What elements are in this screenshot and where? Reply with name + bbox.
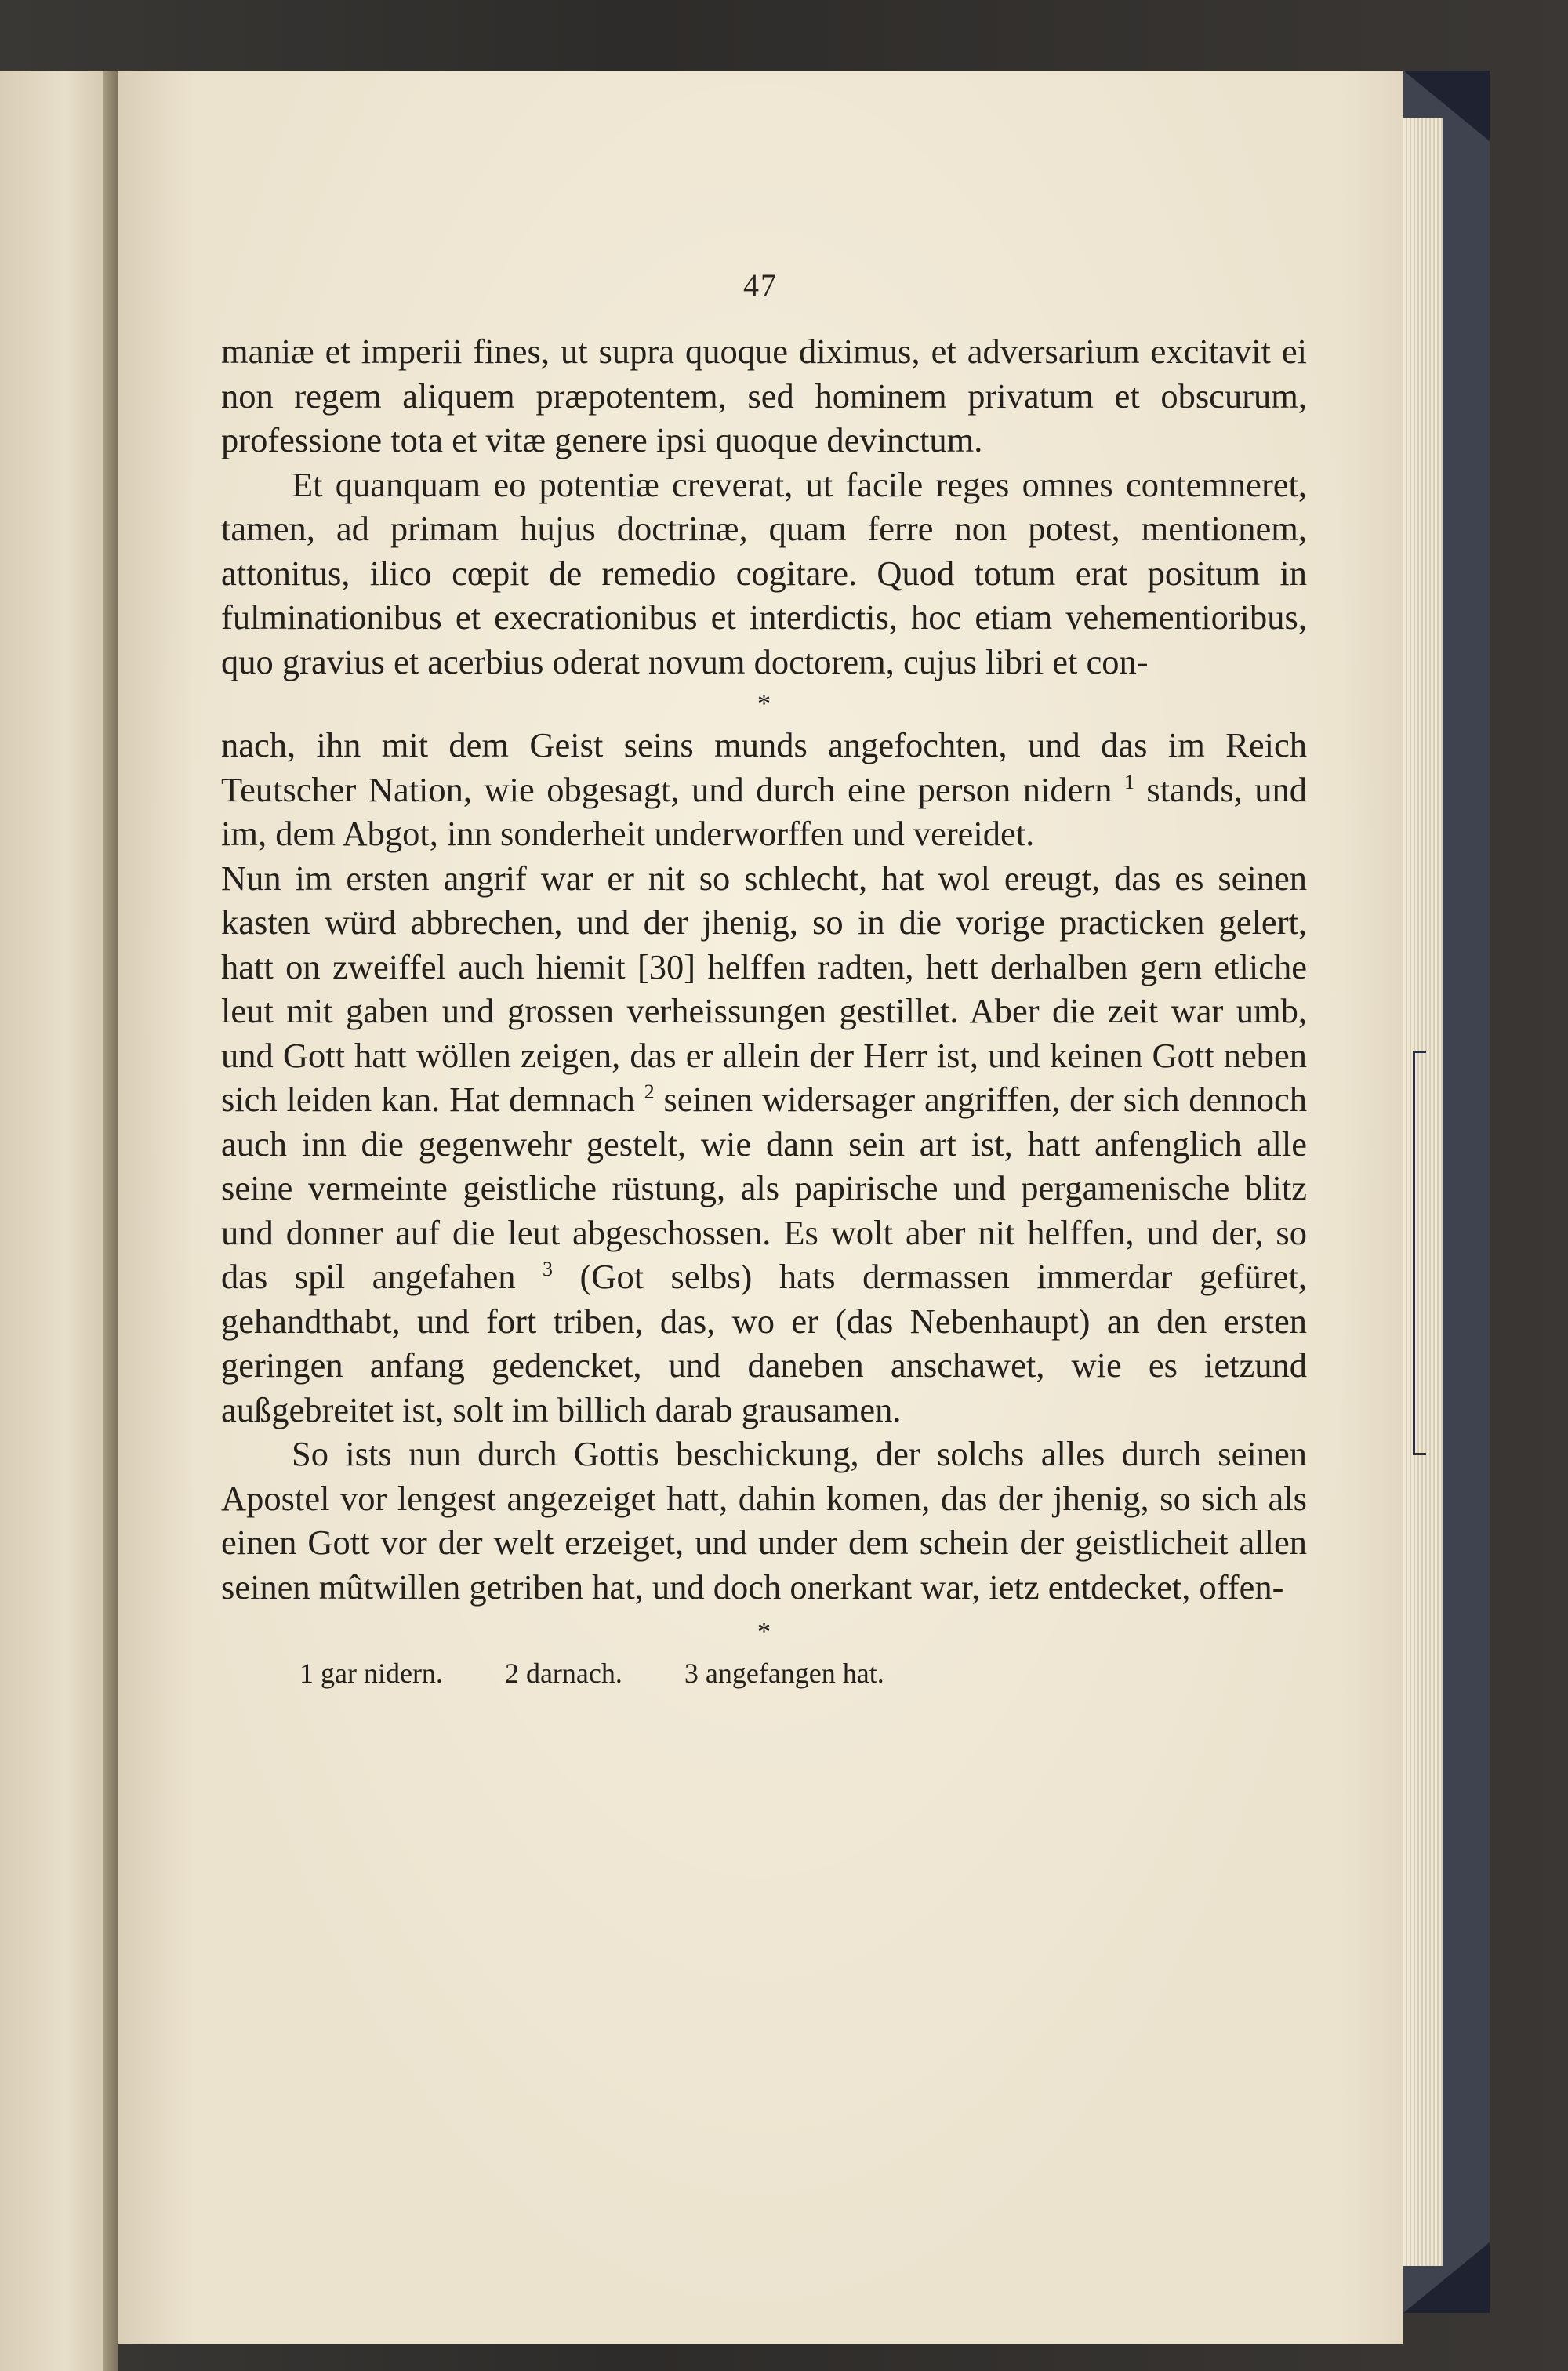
left-facing-page-edge <box>0 71 118 2371</box>
german-paragraph-1 <box>221 723 1307 856</box>
page-number: 47 <box>743 267 778 303</box>
german-p1-text-b: stands, und im, dem Abgot, inn sonderheit underworffen und vereidet. <box>221 769 1308 853</box>
footnotes <box>221 1654 1307 1692</box>
footnote-ref-1: 1 <box>1123 770 1134 793</box>
footnote-ref-3: 3 <box>542 1258 553 1281</box>
footnote-2: 2 darnach. <box>504 1658 622 1689</box>
german-p2-text-b: seinen widersager angriffen, der sich dennoch auch inn die gegenwehr gestelt, wie dann sein art ist, hatt anfenglich alle seine vermeinte geistliche rüstung, als papirische und pergamenische blitz und donner auf die leut abgeschossen. Es wolt aber nit helffen, und der, so das spil angefahen <box>221 1080 1308 1296</box>
german-p2-text-a: Nun im ersten angrif war er nit so schlecht, hat wol ereugt, das es seinen kasten würd abbrechen, und der jhenig, so in die vorige practicken gelert, hatt on zweiffel auch hiemit [30] helffen radten, hett derhalben gern etliche leut mit gaben und grossen verheissungen gestillet. Aber die zeit war umb, und Gott hatt wöllen zeigen, das er allein der Herr ist, und keinen Gott neben sich leiden kan. Hat demnach <box>221 858 1307 1119</box>
german-p1-text-a: nach, ihn mit dem Geist seins munds angefochten, und das im Reich Teutscher Nation, wie obgesagt, und durch eine person nidern <box>221 725 1307 809</box>
latin-paragraph-2: Et quanquam eo potentiæ creverat, ut facile reges omnes contemneret, tamen, ad primam hujus doctrinæ, quam ferre non potest, mentionem, attonitus, ilico cœpit de remedio cogitare. Quod totum erat positum in fulminationibus et execrationibus et interdictis, hoc etiam vehementioribus, quo gravius et acerbius oderat novum doctorem, cujus libri et con- <box>221 464 1307 681</box>
section-separator-asterisk: * <box>757 689 771 718</box>
latin-paragraph-1: maniæ et imperii fines, ut supra quoque diximus, et adversarium excitavit ei non regem aliquem præpotentem, sed hominem privatum et obscurum, professione tota et vitæ genere ipsi quoque devinctum. <box>221 332 1307 459</box>
german-p2-text-c: (Got selbs) hats dermassen immerdar gefüret, gehandthabt, und fort triben, das, wo er (das Nebenhaupt) an den ersten geringen anfang gedencket, und daneben anschawet, wie es ietzund außgebreitet ist, solt im billich darab grausamen. <box>221 1257 1308 1429</box>
footnote-separator-asterisk: * <box>757 1618 771 1647</box>
page-text-block <box>221 329 1307 1692</box>
book-page <box>118 71 1403 2344</box>
german-paragraph-3: So ists nun durch Gottis beschickung, der solchs alles durch seinen Apostel vor lengest angezeiget hatt, dahin komen, das der jhenig, so sich als einen Gott vor der welt erzeiget, und under dem schein der geistlicheit allen seinen mûtwillen getriben hat, und doch onerkant war, ietz entdecket, offen- <box>221 1434 1307 1607</box>
footnote-1: 1 gar nidern. <box>299 1658 443 1689</box>
footnote-3: 3 angefangen hat. <box>684 1658 884 1689</box>
german-paragraph-2 <box>221 856 1307 1432</box>
footnote-ref-2: 2 <box>644 1080 655 1104</box>
bookmark-ribbon <box>1413 1051 1426 1455</box>
binding-gutter <box>103 71 118 2371</box>
